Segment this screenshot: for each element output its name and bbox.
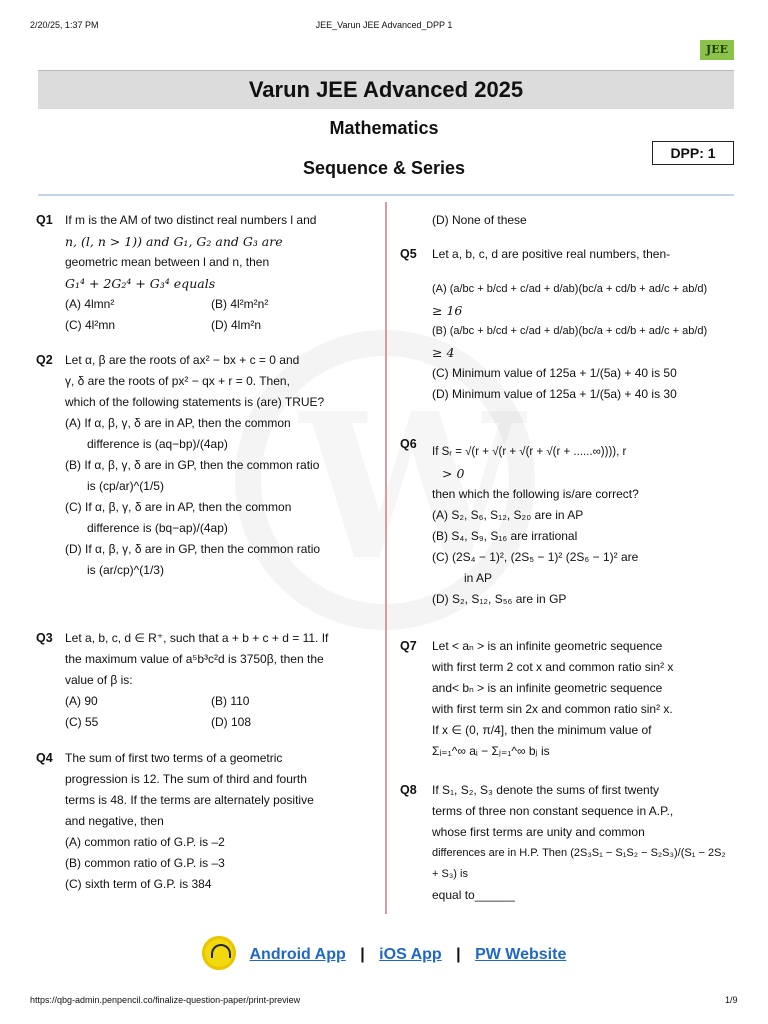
question-2 [36, 350, 376, 581]
option-a-cont: difference is (aq−bp)/(4ap) [87, 437, 228, 451]
option-a: (A) (a/bc + b/cd + c/ad + d/ab)(bc/a + cd/b + ad/c + ab/d) [432, 283, 708, 295]
question-text: with first term sin 2x and common ratio sin² x. [432, 702, 673, 716]
question-text: If S₁, S₂, S₃ denote the sums of first twenty [432, 783, 660, 797]
option-b-cont: ≥ 4 [432, 345, 455, 360]
question-number: Q1 [36, 213, 53, 227]
print-url: https://qbg-admin.penpencil.co/finalize-question-paper/print-preview [30, 995, 301, 1005]
app-links [0, 938, 768, 972]
option-d: (D) 108 [211, 715, 252, 729]
option-b: (B) 4l²m²n² [211, 297, 269, 311]
question-text: terms of three non constant sequence in A.P., [432, 804, 674, 818]
print-datetime: 2/20/25, 1:37 PM [30, 20, 99, 30]
chapter-heading: Sequence & Series [302, 158, 466, 178]
subject-heading: Mathematics [329, 118, 439, 138]
question-text: Let a, b, c, d ∈ R⁺, such that a + b + c + d = 11. If [65, 631, 329, 645]
question-text: and negative, then [65, 814, 164, 828]
option-c: (C) If α, β, γ, δ are in AP, then the common [65, 500, 292, 514]
question-text: If x ∈ (0, π/4], then the minimum value of [432, 723, 652, 737]
question-text: The sum of first two terms of a geometric [65, 751, 283, 765]
question-number: Q3 [36, 631, 53, 645]
print-page-number: 1/9 [725, 995, 738, 1005]
question-7 [400, 636, 734, 762]
question-text: > 0 [442, 466, 465, 481]
option-c-cont: in AP [464, 571, 493, 585]
option-c: (C) (2S₄ − 1)², (2S₅ − 1)² (2S₆ − 1)² are [432, 550, 639, 564]
option-b: (B) S₄, S₉, S₁₆ are irrational [432, 529, 578, 543]
question-number: Q8 [400, 783, 417, 797]
option-d: (D) 4lm²n [211, 318, 261, 332]
question-text: Σᵢ₌₁^∞ aᵢ − Σⱼ₌₁^∞ bⱼ is [432, 744, 550, 758]
question-text: equal to______ [432, 888, 515, 902]
ios-app-link[interactable]: iOS App [379, 946, 442, 964]
option-a: (A) If α, β, γ, δ are in AP, then the common [65, 416, 291, 430]
option-d: (D) If α, β, γ, δ are in GP, then the common ratio [65, 542, 321, 556]
question-text: If Sᵣ = √(r + √(r + √(r + √(r + ......∞)))), r [432, 446, 627, 458]
question-text: n, (l, n > 1)) and G₁, G₂ and G₃ are [65, 234, 283, 249]
option-b-cont: is (cp/ar)^(1/5) [87, 479, 164, 493]
jee-badge: JEE [700, 40, 734, 60]
option-c: (C) 55 [65, 715, 99, 729]
header-divider [38, 194, 734, 196]
question-number: Q4 [36, 751, 53, 765]
question-number: Q6 [400, 437, 417, 451]
question-text: Let a, b, c, d are positive real numbers, then- [432, 247, 671, 261]
question-number: Q5 [400, 247, 417, 261]
android-app-link[interactable]: Android App [249, 946, 346, 964]
question-5 [400, 244, 734, 405]
option-c: (C) sixth term of G.P. is 384 [65, 877, 212, 891]
option-b: (B) 110 [211, 694, 250, 708]
option-c-cont: difference is (bq−ap)/(4ap) [87, 521, 228, 535]
question-text: the maximum value of a⁵b³c²d is 3750β, then the [65, 652, 324, 666]
option-d: (D) Minimum value of 125a + 1/(5a) + 40 is 30 [432, 387, 677, 401]
column-divider [385, 202, 387, 914]
question-text: and< bₙ > is an infinite geometric sequence [432, 681, 663, 695]
question-text: Let α, β are the roots of ax² − bx + c = 0 and [65, 353, 300, 367]
question-text: γ, δ are the roots of px² − qx + r = 0. Then, [65, 374, 290, 388]
dpp-label: DPP: 1 [652, 141, 734, 165]
question-text: then which the following is/are correct? [432, 487, 639, 501]
option-a: (A) 4lmn² [65, 297, 115, 311]
question-6 [400, 434, 734, 610]
question-text: G₁⁴ + 2G₂⁴ + G₃⁴ equals [65, 276, 216, 291]
print-doc-title: JEE_Varun JEE Advanced_DPP 1 [315, 20, 453, 30]
question-text: differences are in H.P. Then (2S₃S₁ − S₁S₂ − S₂S₃)/(S₁ − 2S₂ + S₃) is [432, 847, 726, 880]
question-3 [36, 628, 376, 733]
question-text: If m is the AM of two distinct real numbers l and [65, 213, 317, 227]
page-title: Varun JEE Advanced 2025 [38, 70, 734, 109]
question-number: Q2 [36, 353, 53, 367]
option-a-cont: ≥ 16 [432, 303, 463, 318]
question-text: which of the following statements is (are) TRUE? [65, 395, 325, 409]
question-4 [36, 748, 376, 895]
option-a: (A) 90 [65, 694, 98, 708]
pw-website-link[interactable]: PW Website [475, 946, 567, 964]
question-text: terms is 48. If the terms are alternately positive [65, 793, 314, 807]
link-separator: | [456, 946, 461, 964]
question-text: whose first terms are unity and common [432, 825, 645, 839]
question-text: progression is 12. The sum of third and fourth [65, 772, 307, 786]
question-4-option-d: (D) None of these [432, 213, 527, 227]
option-c: (C) Minimum value of 125a + 1/(5a) + 40 is 50 [432, 366, 677, 380]
option-d-cont: is (ar/cp)^(1/3) [87, 563, 164, 577]
question-8 [400, 780, 734, 906]
question-number: Q7 [400, 639, 417, 653]
option-c: (C) 4l²mn [65, 318, 115, 332]
option-b: (B) (a/bc + b/cd + c/ad + d/ab)(bc/a + cd/b + ad/c + ab/d) [432, 325, 708, 337]
question-text: value of β is: [65, 673, 133, 687]
option-d: (D) S₂, S₁₂, S₅₆ are in GP [432, 592, 567, 606]
option-b: (B) If α, β, γ, δ are in GP, then the common ratio [65, 458, 320, 472]
question-text: with first term 2 cot x and common ratio sin² x [432, 660, 674, 674]
question-text: Let < aₙ > is an infinite geometric sequence [432, 639, 663, 653]
option-a: (A) S₂, S₆, S₁₂, S₂₀ are in AP [432, 508, 584, 522]
question-1 [36, 210, 376, 336]
question-text: geometric mean between l and n, then [65, 255, 270, 269]
customer-service-icon[interactable] [202, 936, 236, 970]
option-b: (B) common ratio of G.P. is –3 [65, 856, 225, 870]
option-a: (A) common ratio of G.P. is –2 [65, 835, 225, 849]
link-separator: | [360, 946, 365, 964]
